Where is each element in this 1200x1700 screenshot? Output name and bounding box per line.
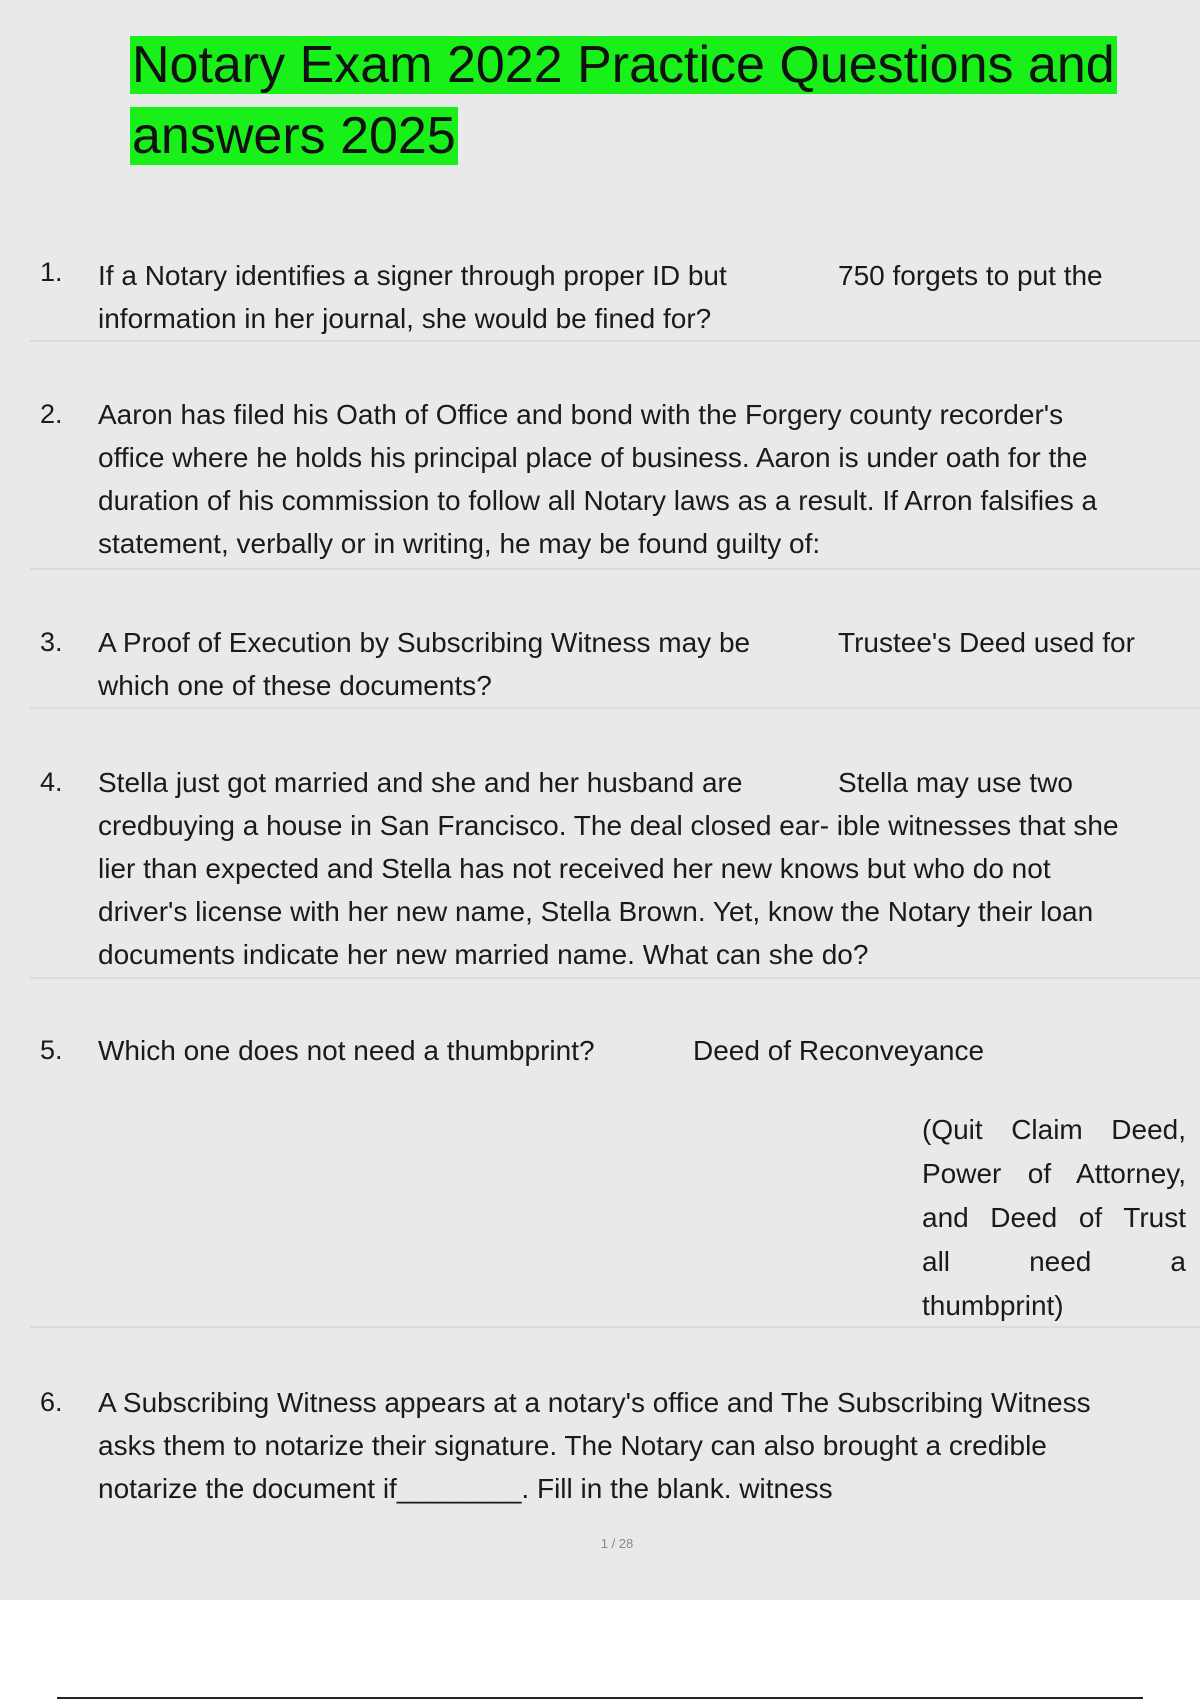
question-line: duration of his commission to follow all Notary laws as a result. If Arron falsifies a (98, 485, 1098, 516)
question-text (98, 621, 750, 707)
answer-note-line: thumbprint) (922, 1290, 1064, 1321)
question-line: Which one does not need a thumbprint? (98, 1035, 595, 1066)
question-line: documents indicate her new married name. What can she do? (98, 939, 869, 970)
title-line-2: answers 2025 (132, 107, 456, 165)
question-line: A Subscribing Witness appears at a notary's office and The Subscribing Witness (98, 1387, 1091, 1418)
question-line: A Proof of Execution by Subscribing Witness may be (98, 627, 751, 658)
document-title (130, 30, 1117, 172)
question-number: 2. (40, 399, 63, 429)
divider (30, 568, 1200, 570)
answer-note-line: (Quit Claim Deed, (922, 1114, 1186, 1145)
question-line: Stella just got married and she and her husband are (98, 767, 743, 798)
question-number: 3. (40, 627, 63, 657)
answer-text: 750 forgets to put the (838, 260, 1103, 291)
question-line: notarize the document if________. Fill in the blank. witness (98, 1473, 833, 1504)
question-line: If a Notary identifies a signer through proper ID but (98, 260, 727, 291)
question-text (98, 1029, 595, 1072)
question-number: 1. (40, 257, 63, 287)
answer-text: Deed of Reconveyance (693, 1035, 985, 1066)
question-text (98, 1381, 1091, 1510)
divider (30, 340, 1200, 342)
answer-text: Trustee's Deed used for (838, 627, 1135, 658)
question-line: asks them to notarize their signature. The Notary can also brought a credible (98, 1430, 1047, 1461)
page-indicator: 1 / 28 (600, 1536, 634, 1551)
answer-text: Stella may use two (838, 767, 1073, 798)
question-line: office where he holds his principal place of business. Aaron is under oath for the (98, 442, 1088, 473)
question-line: driver's license with her new name, Stella Brown. Yet, know the Notary their loan (98, 896, 1094, 927)
question-text (98, 254, 727, 340)
question-number: 5. (40, 1035, 63, 1065)
question-line: credbuying a house in San Francisco. The deal closed ear- ible witnesses that she (98, 810, 1119, 841)
answer-note-line: and Deed of Trust (922, 1202, 1186, 1233)
question-line: information in her journal, she would be fined for? (98, 303, 712, 334)
question-text (98, 393, 1097, 565)
question-line: which one of these documents? (98, 670, 492, 701)
question-line: lier than expected and Stella has not received her new knows but who do not (98, 853, 1051, 884)
bottom-rule (57, 1697, 1143, 1699)
answer-note (922, 1108, 1186, 1328)
question-line: Aaron has filed his Oath of Office and bond with the Forgery county recorder's (98, 399, 1064, 430)
answer-note-line: Power of Attorney, (922, 1158, 1186, 1189)
question-number: 4. (40, 767, 63, 797)
answer-note-line: all need a (922, 1246, 1186, 1277)
question-line: statement, verbally or in writing, he may be found guilty of: (98, 528, 821, 559)
title-line-1: Notary Exam 2022 Practice Questions and (132, 36, 1115, 94)
divider (30, 1326, 1200, 1328)
divider (30, 977, 1200, 979)
question-number: 6. (40, 1387, 63, 1417)
divider (30, 707, 1200, 709)
